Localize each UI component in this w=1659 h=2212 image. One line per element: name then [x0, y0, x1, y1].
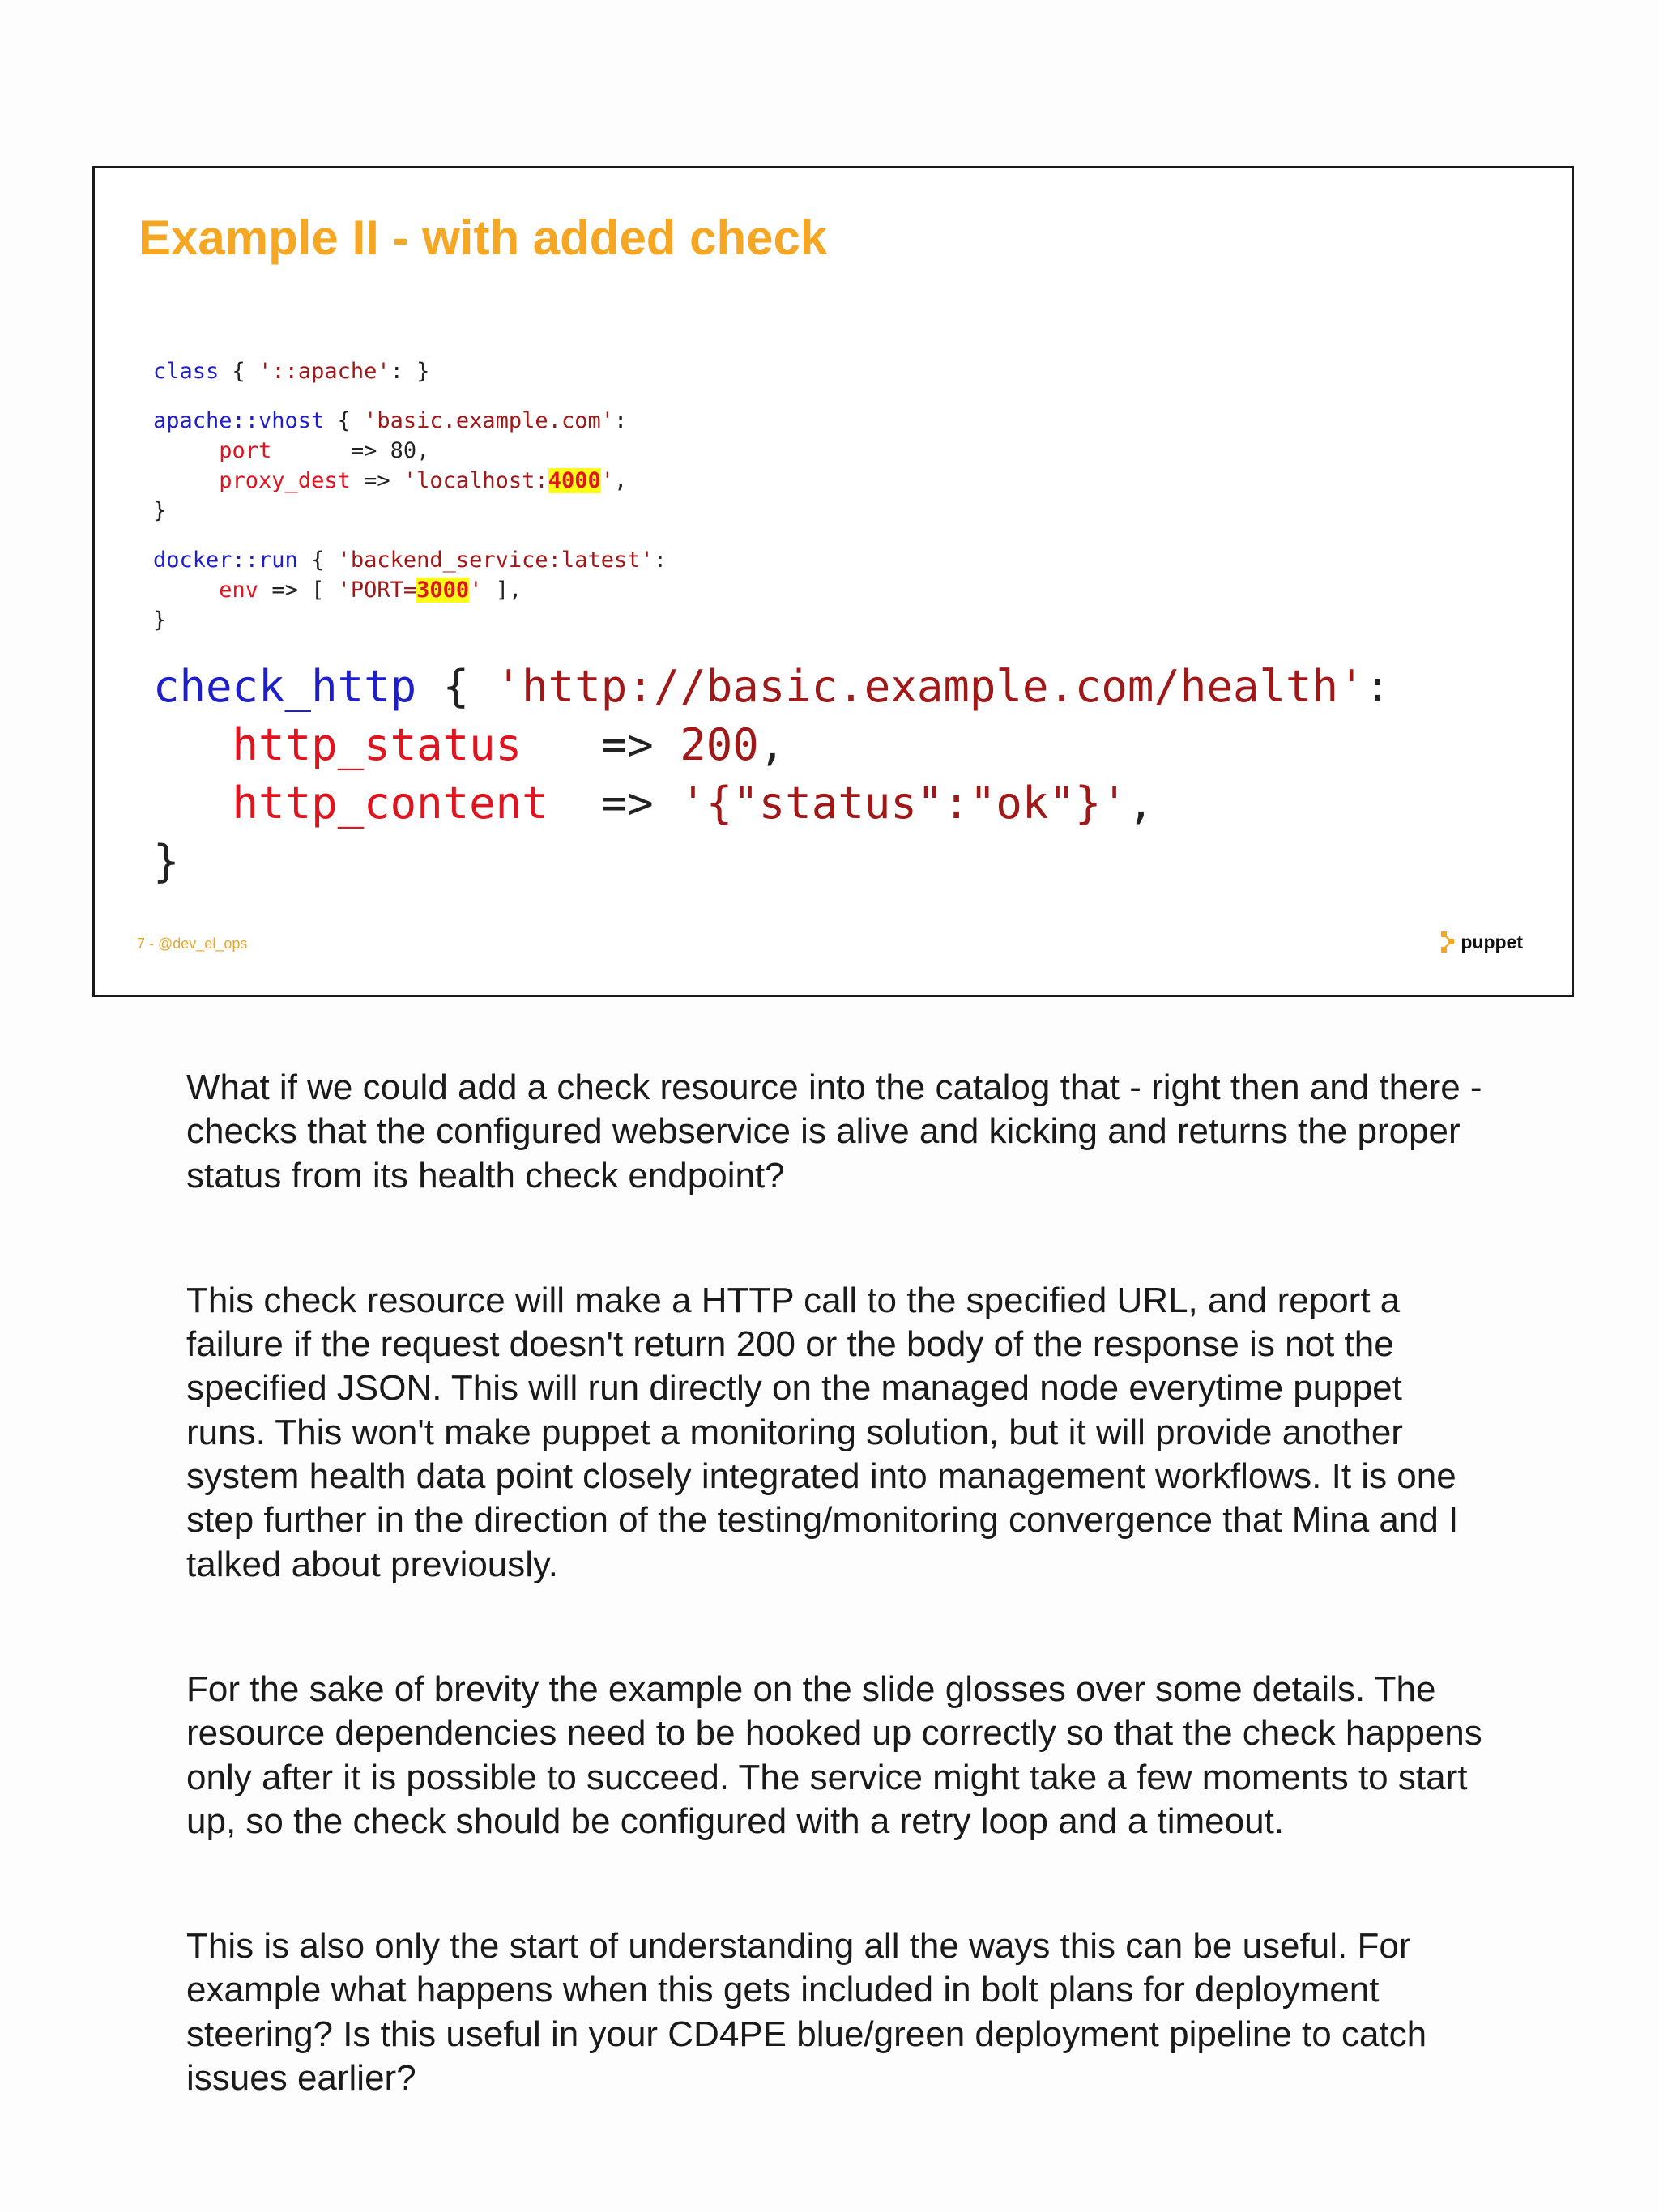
code-string: ': [600, 468, 614, 493]
code-punct: {: [416, 661, 496, 712]
code-indent: [153, 468, 219, 493]
code-punct: :: [653, 548, 667, 573]
code-punct: {: [219, 359, 259, 384]
code-line: [153, 496, 667, 526]
code-line: [153, 436, 667, 466]
code-indent: [153, 438, 219, 463]
code-line: [153, 774, 1391, 833]
code-operator: => [: [258, 578, 338, 603]
code-punct: {: [297, 548, 338, 573]
highlighted-port: 4000: [548, 468, 601, 493]
code-attribute: port: [219, 438, 272, 463]
code-line: [153, 716, 1391, 774]
code-attribute: env: [219, 578, 259, 603]
code-punct: ,: [613, 468, 628, 493]
code-brace: }: [153, 836, 180, 887]
notes-paragraph: What if we could add a check resource into the catalog that - right then and there - checks that the configured webservice is alive and kicking and returns the proper status from its health check endpoint?: [186, 1068, 1482, 1196]
code-keyword: docker::run: [153, 548, 298, 573]
code-string: 'localhost:: [403, 468, 548, 493]
slide-footer: 7 - @dev_el_ops: [137, 936, 248, 952]
code-block-small: [153, 356, 667, 635]
code-string: 'PORT=: [337, 578, 417, 603]
puppet-logo-icon: [1439, 930, 1457, 954]
code-punct: ,: [758, 719, 786, 770]
code-punct: ],: [482, 578, 522, 603]
code-operator: =>: [548, 778, 680, 829]
code-attribute: http_status: [232, 719, 522, 770]
speaker-notes: [186, 1066, 1482, 2181]
code-punct: : }: [390, 359, 430, 384]
code-string: ': [469, 578, 483, 603]
code-operator: =>: [350, 468, 403, 493]
code-punct: {: [324, 408, 365, 433]
code-punct: :: [1364, 661, 1392, 712]
code-attribute: http_content: [232, 778, 548, 829]
code-line: [153, 833, 1391, 891]
code-keyword: check_http: [153, 661, 417, 712]
slide-title: Example II - with added check: [139, 211, 828, 265]
code-punct: ,: [1127, 778, 1154, 829]
code-string: 'http://basic.example.com/health': [495, 661, 1365, 712]
code-punct: :: [613, 408, 628, 433]
code-string: '::apache': [258, 359, 390, 384]
code-line: [153, 466, 667, 496]
highlighted-port: 3000: [416, 578, 470, 603]
puppet-logo-text: puppet: [1461, 931, 1523, 953]
code-operator: =>: [522, 719, 680, 770]
code-block-large: [153, 658, 1391, 891]
code-line: [153, 575, 667, 605]
code-line: [153, 605, 667, 635]
code-string: '{"status":"ok"}': [680, 778, 1128, 829]
notes-paragraph: For the sake of brevity the example on the slide glosses over some details. The resource dependencies need to be hooked up correctly so that the check happens only after it is possible to succeed. The service might take a few moments to start up, so the check should be configured with a retry loop and a timeout.: [186, 1669, 1482, 1841]
code-indent: [153, 578, 219, 603]
code-brace: }: [153, 498, 167, 523]
code-keyword: apache::vhost: [153, 408, 325, 433]
code-string: 'basic.example.com': [364, 408, 614, 433]
puppet-logo: [1439, 930, 1523, 954]
code-line: [153, 658, 1391, 716]
code-string: 'backend_service:latest': [337, 548, 654, 573]
code-indent: [153, 719, 232, 770]
code-indent: [153, 778, 232, 829]
code-value: => 80,: [271, 438, 430, 463]
code-line: [153, 545, 667, 575]
code-keyword: class: [153, 359, 220, 384]
code-brace: }: [153, 607, 167, 633]
notes-paragraph: This is also only the start of understanding all the ways this can be useful. For example what happens when this gets included in bolt plans for deployment steering? Is this useful in your CD4PE blue/green deployment pipeline to catch issues earlier?: [186, 1926, 1427, 2099]
code-value: 200: [680, 719, 759, 770]
code-line: [153, 406, 667, 436]
notes-paragraph: This check resource will make a HTTP call to the specified URL, and report a failure if the request doesn't return 200 or the body of the response is not the specified JSON. This will run directly on the managed node everytime puppet runs. This won't make puppet a monitoring solution, but it will provide another system health data point closely integrated into management workflows. It is one step further in the direction of the testing/monitoring convergence that Mina and I talked about previously.: [186, 1280, 1459, 1584]
slide: [92, 166, 1574, 997]
code-line: [153, 356, 667, 386]
code-attribute: proxy_dest: [219, 468, 351, 493]
